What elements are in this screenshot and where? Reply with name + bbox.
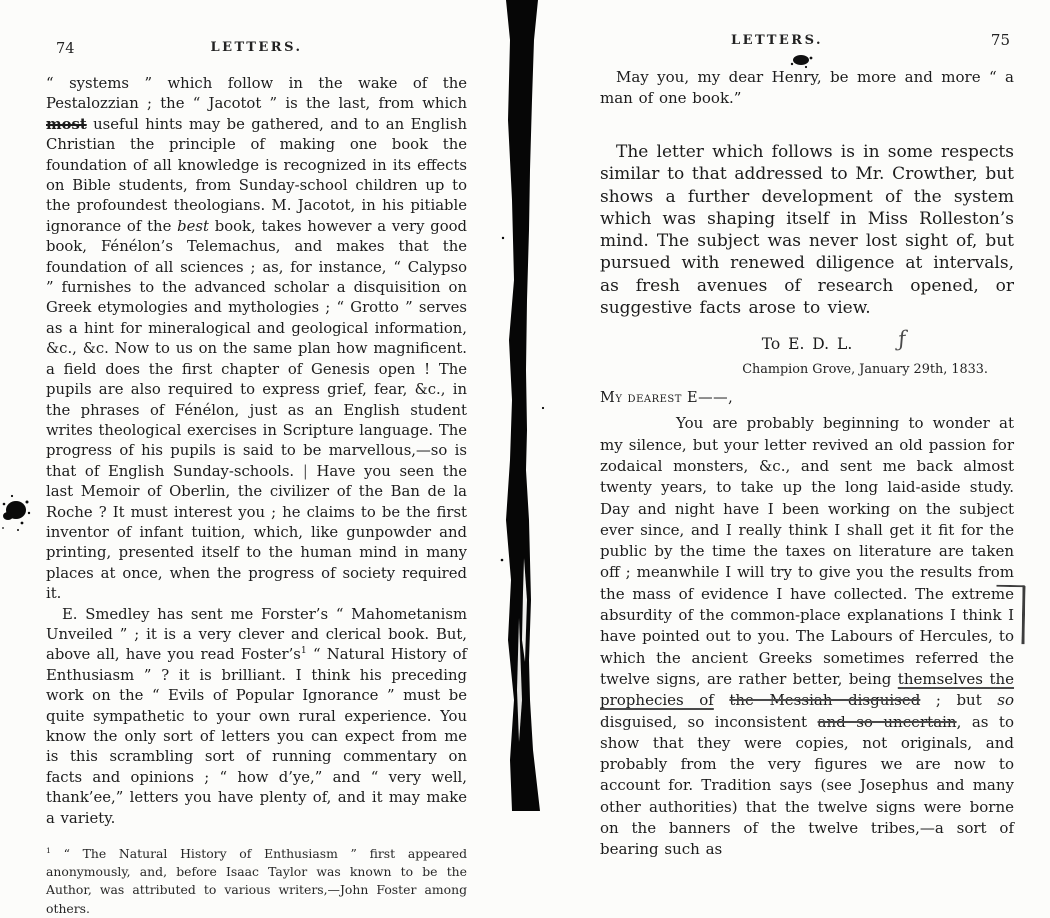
left-page-body xyxy=(46,74,467,918)
footnote: $^1$ “ The Natural History of Enthusiasm ” first appeared anonymously, and, before Isaac Taylor was known to be the Author, was attributed to various writers,—John Foster among others. xyxy=(46,845,467,916)
right-page-header xyxy=(600,33,1014,59)
left-page-number: 74 xyxy=(56,41,75,57)
right-page-number: 75 xyxy=(990,31,1010,49)
ink-blot xyxy=(0,486,40,546)
salutation-text: To E. D. L. xyxy=(761,335,853,354)
right-running-head: LETTERS. xyxy=(730,33,824,48)
right-page xyxy=(600,33,1014,861)
left-paragraph-2: E. Smedley has sent me Forster’s “ Mahometanism Unveiled ” ; it is a very clever and clerical book. But, above all, have you read $Foster’s^1$ “ Natural History of Enthusiasm ” ? it is brilliant. I think his preceding work on the “ Evils of Popular Ignorance ” must be quite sympathetic to your own rural experience. You know the only sort of letters you can expect from me is this scrambling sort of running commentary on facts and opinions ; “ how d’ye,” and “ very well, thank’ee,” letters you have plenty of, and it may make a variety. xyxy=(46,605,468,827)
dateline: Champion Grove, January 29th, 1833. xyxy=(742,362,988,378)
letter-paragraph: You are probably beginning to wonder at my silence, but your letter revived an old passion for zodaical monsters, &c., and sent me back almost twenty years, to take up the long laid-aside study. Day and night have I been working on the subject ever since, and I really think I shall get it fit for the public by the time the taxes on literature are taken off ; meanwhile I will try to give you the results from the mass of evidence I have collected. The extreme absurdity of the common-place explanations I think I have pointed out to you. The Labours of Hercules, to which the ancient Greeks sometimes referred the twelve signs, are rather better, being themselves the prophecies of the Messiah disguised ; but so disguised, so inconsistent and so uncertain, as to show that they were copies, not originals, and probably from the very figures we are now to account for. Tradition says (see Josephus and many other authorities) that the twelve signs were borne on the banners of the twelve tribes,—a sort of bearing such as xyxy=(600,414,1015,859)
greeting: My dearest E——, xyxy=(600,390,734,407)
editorial-paragraph: The letter which follows is in some respects similar to that addressed to Mr. Crowther, but shows a further development of the system which was shaping itself in Miss Rolleston’s mind. The subject was never lost sight of, but pursued with renewed diligence at intervals, as fresh avenues of research opened, or suggestive facts arose to view. xyxy=(600,142,1014,319)
pencil-mark-f: ƒ xyxy=(896,327,908,352)
right-page-body xyxy=(600,67,1014,861)
binding-gutter-shadow xyxy=(496,0,550,811)
salutation-line xyxy=(600,327,1014,354)
left-page xyxy=(46,40,467,918)
left-paragraph-1: “ systems ” which follow in the wake of the Pestalozzian ; the “ Jacotot ” is the last, from which most useful hints may be gathered, and to an English Christian the principle of making one book the foundation of all knowledge is recognized in its effects on Bible students, from Sunday-school children up to the profoundest theologians. M. Jacotot, in his pitiable ignorance of the best book, takes however a very good book, Fénélon’s Telemachus, and makes that the foundation of all sciences ; as, for instance, “ Calypso ” furnishes to the advanced scholar a disquisition on Greek etymologies and mythologies ; “ Grotto ” serves as a hint for mineralogical and geological information, &c., &c. Now to us on the same plan how magnificent. a field does the first chapter of Genesis open ! The pupils are also required to express grief, fear, &c., in the phrases of Fénélon, just as an English student writes theological exercises in Scripture language. The progress of his pupils is said to be marvellous,—so is that of English Sunday-schools. | Have you seen the last Memoir of Oberlin, the civilizer of the Ban de la Roche ? It must interest you ; he claims to be the first inventor of infant tuition, which, like gunpowder and printing, presented itself to the human mind in many places at once, when the progress of society required it. xyxy=(46,75,467,603)
intro-paragraph: May you, my dear Henry, be more and more “ a man of one book.” xyxy=(600,68,1014,107)
left-running-head: LETTERS. xyxy=(210,40,303,55)
left-page-header xyxy=(46,40,467,66)
